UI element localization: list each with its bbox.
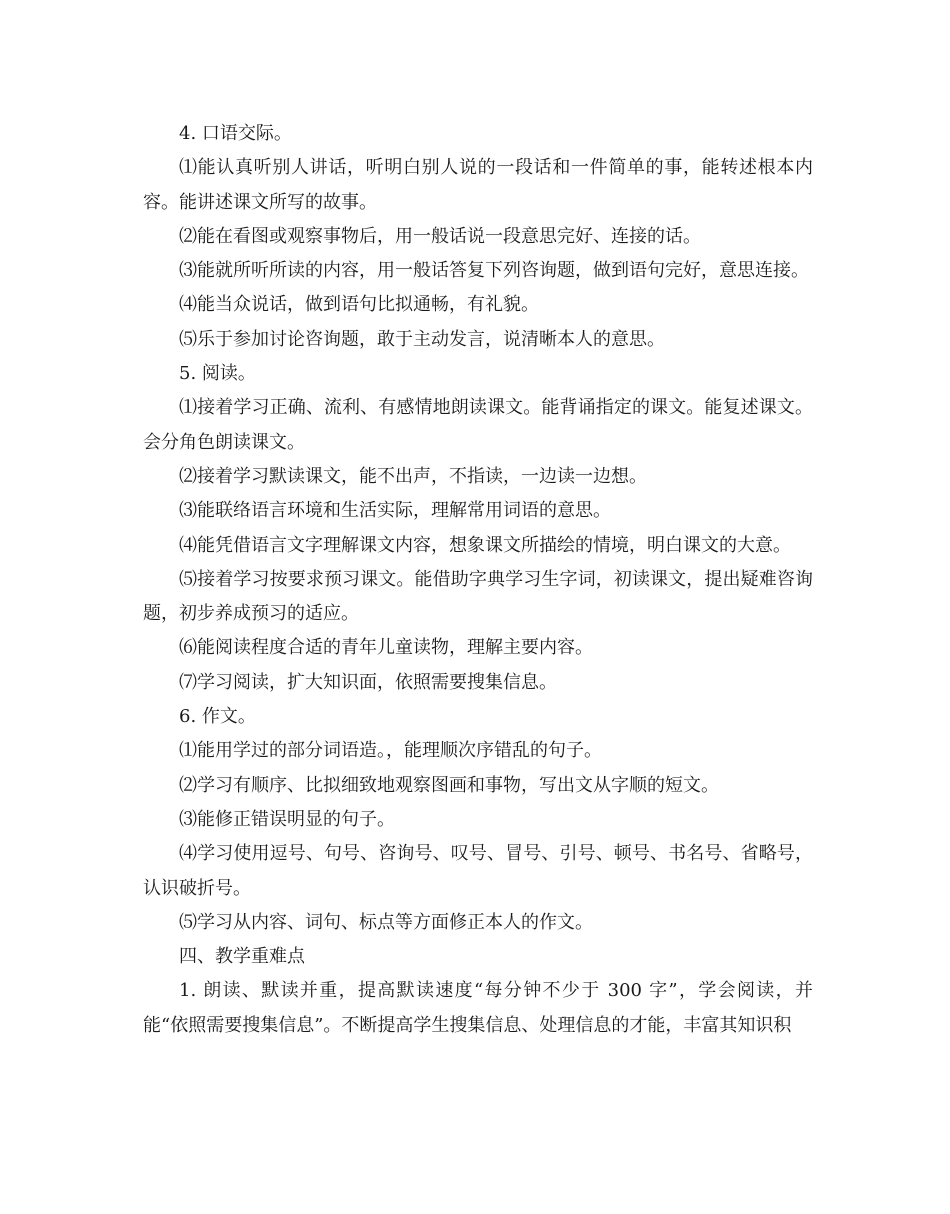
list-item: ⑸学习从内容、词句、标点等方面修正本人的作文。: [179, 911, 593, 933]
list-item: ⑴接着学习正确、流利、有感情地朗读课文。能背诵指定的课文。能复述课文。会分角色朗读课文。: [143, 397, 813, 453]
section-heading-composition: 6. 作文。: [179, 706, 256, 728]
list-item: ⑶能联络语言环境和生活实际，理解常用词语的意思。: [179, 500, 611, 522]
section-heading-reading: 5. 阅读。: [179, 363, 256, 385]
list-item: ⑴能用学过的部分词语造。，能理顺次序错乱的句子。: [179, 740, 602, 762]
section-heading-teaching-focus: 四、教学重难点: [179, 946, 305, 968]
list-item: 1. 朗读、默读并重，提高默读速度“每分钟不少于 300 字”，学会阅读，并能“依照需要搜集信息”。不断提高学生搜集信息、处理信息的才能，丰富其知识积: [143, 980, 813, 1036]
section-heading-oral-communication: 4. 口语交际。: [179, 123, 292, 144]
list-item: ⑷学习使用逗号、句号、咨询号、叹号、冒号、引号、顿号、书名号、省略号，认识破折号。: [143, 843, 813, 899]
list-item: ⑵接着学习默读课文，能不出声，不指读，一边读一边想。: [179, 465, 647, 487]
list-item: ⑶能修正错误明显的句子。: [179, 808, 395, 830]
document-body: [143, 117, 813, 1043]
list-item: ⑸乐于参加讨论咨询题，敢于主动发言，说清晰本人的意思。: [179, 328, 665, 350]
list-item: ⑹能阅读程度合适的青年儿童读物，理解主要内容。: [179, 637, 593, 659]
list-item: ⑴能认真听别人讲话，听明白别人说的一段话和一件简单的事，能转述根本内容。能讲述课文所写的故事。: [143, 157, 813, 213]
list-item: ⑷能凭借语言文字理解课文内容，想象课文所描绘的情境，明白课文的大意。: [179, 534, 791, 556]
list-item: ⑺学习阅读，扩大知识面，依照需要搜集信息。: [179, 671, 557, 693]
list-item: ⑶能就所听所读的内容，用一般话答复下列咨询题，做到语句完好，意思连接。: [179, 260, 809, 282]
list-item: ⑵能在看图或观察事物后，用一般话说一段意思完好、连接的话。: [179, 225, 701, 247]
list-item: ⑵学习有顺序、比拟细致地观察图画和事物，写出文从字顺的短文。: [179, 774, 719, 796]
list-item: ⑸接着学习按要求预习课文。能借助字典学习生字词，初读课文，提出疑难咨询题，初步养成预习的适应。: [143, 568, 813, 625]
list-item: ⑷能当众说话，做到语句比拟通畅，有礼貌。: [179, 294, 539, 316]
